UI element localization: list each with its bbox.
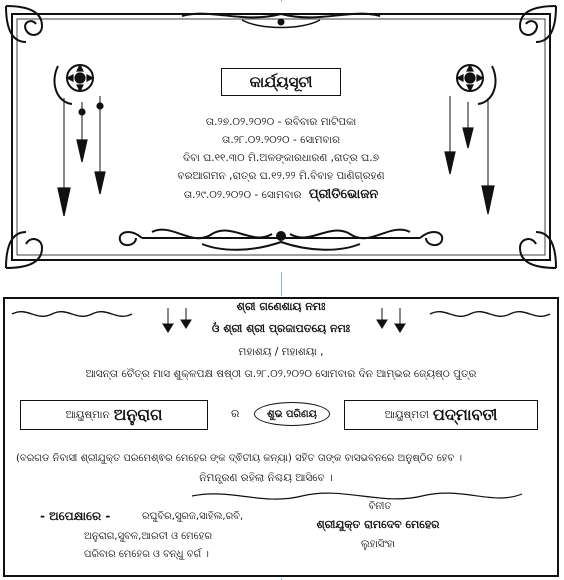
bride-name: ପଦ୍ମାବତୀ (432, 405, 498, 424)
humble-label: ବିନୀତ (368, 501, 392, 512)
bride-prefix: ଆୟୁଷ୍ମତୀ (384, 408, 429, 421)
program-line-1: ତା.୨୭.୦୨.୨୦୨୦ - ରବିବାର ମାଟିପକା (205, 116, 357, 128)
groom-name-box (20, 400, 208, 430)
host-place: ଲୁହାସିଂହା (360, 539, 396, 550)
program-title-box (221, 68, 341, 96)
invocation-ganesha: ଶ୍ରୀ ଗଣେଶାୟ ନମଃ (236, 300, 326, 313)
host-name: ଶ୍ରୀଯୁକ୍ତ ରାମଦେବ ମେହେର (316, 518, 440, 531)
program-line-4: ବରଆଗମନ ,ରାତ୍ର ଘ.୧୨.୨୨ ମି.ବିବାହ ପାଣିଗ୍ରହଣ (177, 170, 385, 182)
program-last-line: ତା.୨୯.୦୨.୨୦୨୦ - ସୋମବାର (183, 189, 302, 201)
groom-name: ଅନୁରାଗ (113, 405, 163, 424)
occasion-text: ଶୁଭ ପରିଣୟ (267, 408, 317, 420)
program-line-3: ଦିବା ଘ.୧୧.୩୦ ମି.ଅଳଙ୍କାରଧାରଣ ,ରାତ୍ର ଘ.୭ (182, 152, 380, 164)
announcement-line: ଆସନ୍ତା ଚୈତ୍ର ମାସ ଶୁକ୍ଳପକ୍ଷ ଷଷ୍ଠୀ ତା.୨୮.୦୨.୨୦୨୦ ସୋମବାର ଦିନ ଆମ୍ଭର ଜ୍ୟେଷ୍ଠ ପୁତ୍ର (85, 368, 477, 380)
awaiting-label: - ଅପେକ୍ଷାରେ - (40, 509, 111, 523)
program-title: କାର୍ଯ୍ୟସୂଚୀ (249, 73, 313, 91)
program-feast-label: ପ୍ରୀତିଭୋଜନ (308, 187, 379, 202)
program-card (2, 2, 560, 272)
invitation-card (2, 296, 560, 578)
salutation: ମହାଶୟ / ମହାଶୟା , (238, 346, 324, 358)
bride-details-line: (ବରଗଡ ନିବାସୀ ଶ୍ରୀଯୁକ୍ତ ପରମେଶ୍ଵର ମେହେର ଙ୍କ ଦ୍ଵିତୀୟ କନ୍ୟା) ସହିତ ତାଙ୍କ ବାସଭବନରେ ଅନୁଷ୍ଠିତ ହେବ । (16, 453, 463, 464)
invitation-line: ନିମନ୍ତ୍ରଣ ରହିଲା ନିଶ୍ଚୟ ଆସିବେ । (199, 472, 333, 484)
conjunction-text: ର (231, 407, 240, 420)
program-line-5 (184, 188, 378, 202)
invocation-prajapati: ଓଁ ଶ୍ରୀ ଶ୍ରୀ ପ୍ରଜାପତୟେ ନମଃ (211, 322, 351, 335)
bride-name-box (344, 400, 538, 430)
awaiting-names-2: ଅନୁରାଗ,ସୁବଳ,ଆରତୀ ଓ ମେହେର (84, 531, 213, 542)
groom-prefix: ଆୟୁଷ୍ମାନ (65, 408, 110, 421)
awaiting-names-3: ପରିବାର ମେହେର ଓ ବନ୍ଧୁ ବର୍ଗ । (84, 549, 209, 560)
awaiting-names-1: ରଘୁବିର,ସୁରଜ,ସାହିଲ,ରବି, (142, 511, 244, 522)
program-line-2: ତା.୨୮.୦୨.୨୦୨୦ - ସୋମବାର (222, 134, 340, 146)
occasion-oval (254, 402, 330, 426)
